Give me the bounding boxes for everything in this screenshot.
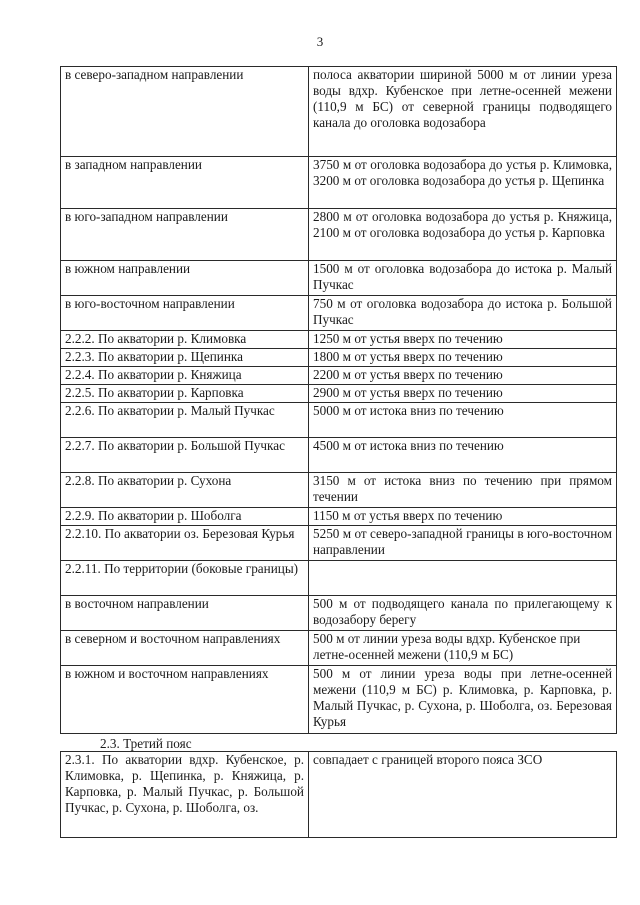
table-row [61,631,617,666]
table-row [61,385,617,403]
row-label: в южном и восточном направлениях [61,666,309,734]
table-row [61,473,617,508]
row-value: 4500 м от истока вниз по течению [309,438,617,473]
row-label: в юго-западном направлении [61,209,309,261]
row-value: 5250 м от северо-западной границы в юго-восточном направлении [309,526,617,561]
row-label: 2.2.10. По акватории оз. Березовая Курья [61,526,309,561]
row-label: 2.2.3. По акватории р. Щепинка [61,349,309,367]
table-row [61,331,617,349]
page-number: 3 [316,34,324,49]
row-value: 500 м от линии уреза воды при летне-осенней межени (110,9 м БС) р. Климовка, р. Карповка, р. Малый Пучкас, р. Сухона, р. Шоболга, оз. Березовая Курья [309,666,617,734]
row-value: 750 м от оголовка водозабора до истока р. Большой Пучкас [309,296,617,331]
table-row [61,261,617,296]
sanitary-zone-table [60,66,617,734]
row-label: 2.2.5. По акватории р. Карповка [61,385,309,403]
row-label: 2.2.7. По акватории р. Большой Пучкас [61,438,309,473]
row-label: в западном направлении [61,157,309,209]
row-label: 2.2.11. По территории (боковые границы) [61,561,309,596]
row-label: 2.2.9. По акватории р. Шоболга [61,508,309,526]
table-row [61,508,617,526]
table-row [61,596,617,631]
row-label: 2.2.6. По акватории р. Малый Пучкас [61,403,309,438]
row-label: 2.2.8. По акватории р. Сухона [61,473,309,508]
row-value: 2800 м от оголовка водозабора до устья р. Княжица, 2100 м от оголовка водозабора до устья р. Карповка [309,209,617,261]
row-value: 1250 м от устья вверх по течению [309,331,617,349]
table-row [61,438,617,473]
table-row [61,561,617,596]
row-value: совпадает с границей второго пояса ЗСО [309,752,617,838]
table-row [61,403,617,438]
row-value: 500 м от линии уреза воды вдхр. Кубенское при летне-осенней межени (110,9 м БС) [309,631,617,666]
row-label: 2.3.1. По акватории вдхр. Кубенское, р. Климовка, р. Щепинка, р. Княжица, р. Карповка, р. Малый Пучкас, р. Большой Пучкас, р. Сухона, р. Шоболга, оз. [61,752,309,838]
row-label: в восточном направлении [61,596,309,631]
table-row [61,367,617,385]
row-label: в южном направлении [61,261,309,296]
row-value: 1800 м от устья вверх по течению [309,349,617,367]
row-label: в северном и восточном направлениях [61,631,309,666]
row-label: в северо-западном направлении [61,67,309,157]
table-row [61,752,617,838]
row-value: 500 м от подводящего канала по прилегающему к водозабору берегу [309,596,617,631]
table-row [61,209,617,261]
section-heading-third-belt: 2.3. Третий пояс [100,736,192,751]
row-value: 2200 м от устья вверх по течению [309,367,617,385]
table-row [61,666,617,734]
row-value: полоса акватории шириной 5000 м от линии уреза воды вдхр. Кубенское при летне-осенней межени (110,9 м БС) от северной границы подводящего канала до оголовка водозабора [309,67,617,157]
row-value: 3150 м от истока вниз по течению при прямом течении [309,473,617,508]
table-row [61,67,617,157]
table-row [61,157,617,209]
table-row [61,526,617,561]
third-belt-table [60,751,617,838]
row-value: 1150 м от устья вверх по течению [309,508,617,526]
row-value: 3750 м от оголовка водозабора до устья р. Климовка, 3200 м от оголовка водозабора до устья р. Щепинка [309,157,617,209]
table-row [61,349,617,367]
row-label: в юго-восточном направлении [61,296,309,331]
row-label: 2.2.4. По акватории р. Княжица [61,367,309,385]
row-value: 1500 м от оголовка водозабора до истока р. Малый Пучкас [309,261,617,296]
table-row [61,296,617,331]
row-value: 2900 м от устья вверх по течению [309,385,617,403]
row-value [309,561,617,596]
row-value: 5000 м от истока вниз по течению [309,403,617,438]
row-label: 2.2.2. По акватории р. Климовка [61,331,309,349]
